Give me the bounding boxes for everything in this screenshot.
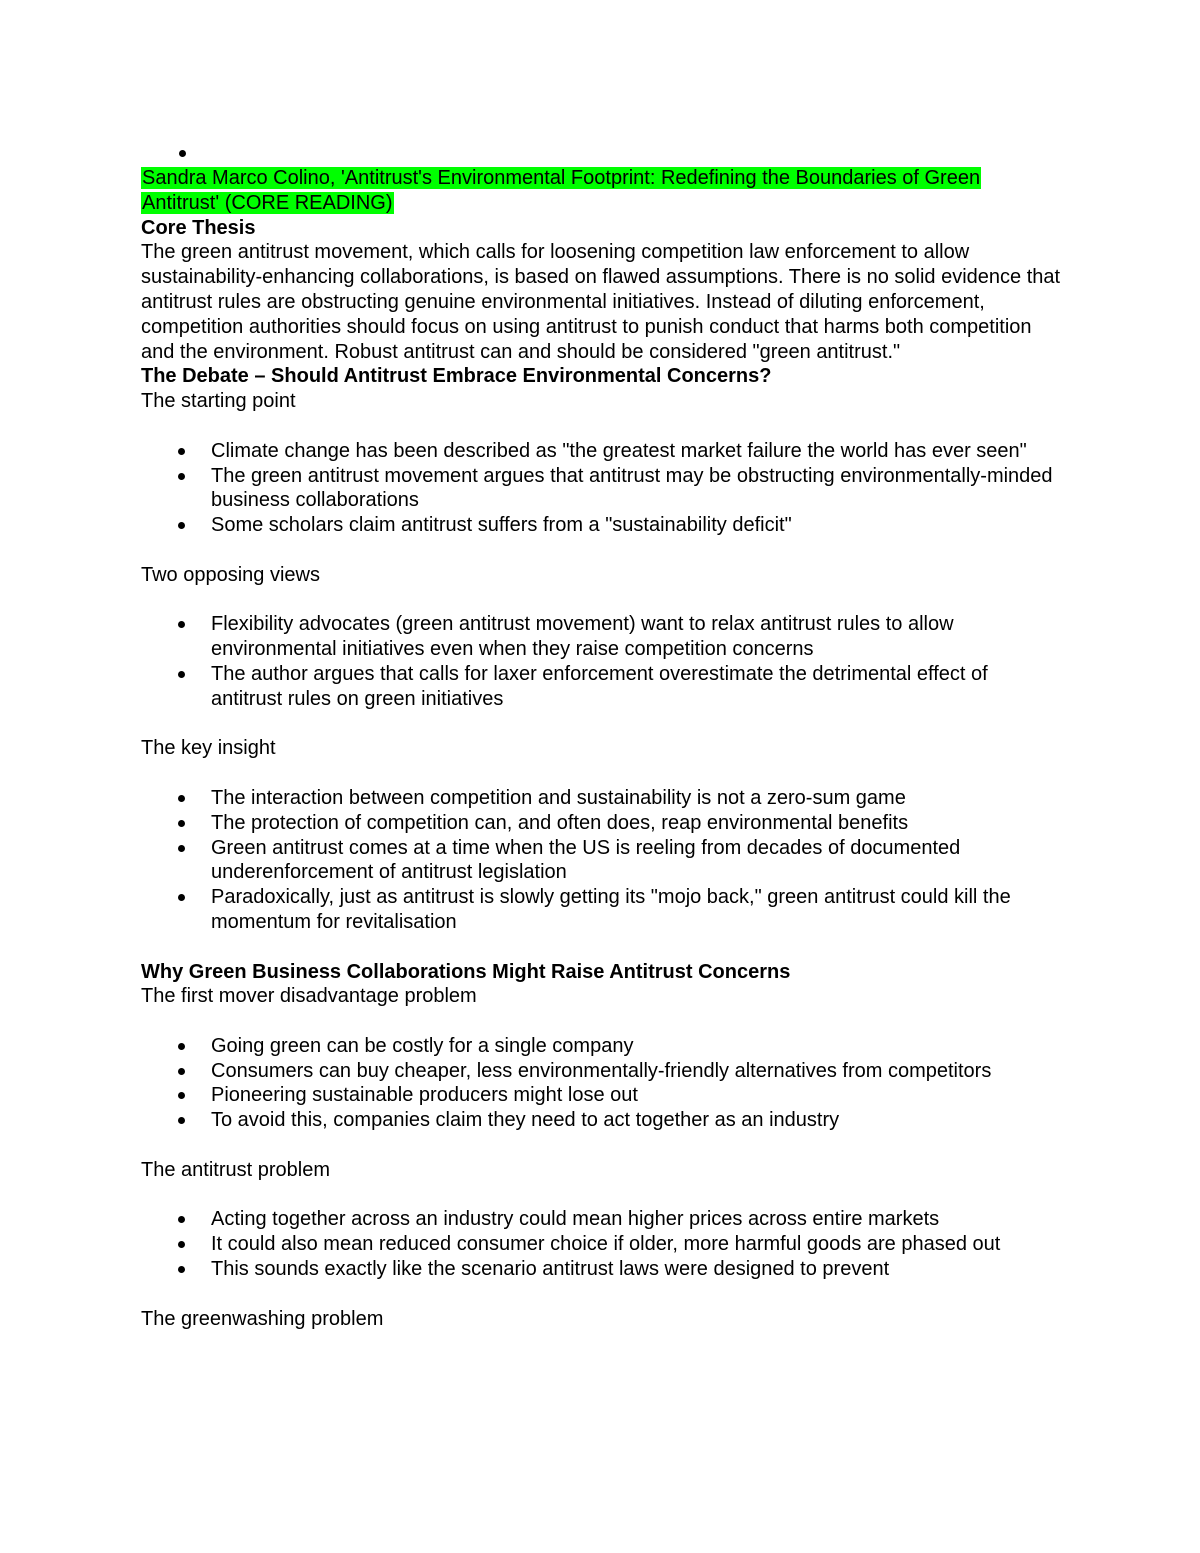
spacer: [141, 1009, 1061, 1034]
bullet-icon: [178, 845, 185, 852]
first-mover-label: The first mover disadvantage problem: [141, 985, 477, 1008]
bullet-icon: [178, 522, 185, 529]
spacer: [141, 1133, 1061, 1158]
list-item: To avoid this, companies claim they need to act together as an industry: [211, 1108, 1061, 1133]
bullet-icon: [178, 1216, 185, 1223]
list-item: The green antitrust movement argues that antitrust may be obstructing environmentally-minded business collaborations: [211, 464, 1061, 514]
spacer: [141, 935, 1061, 960]
opposing-views-label: Two opposing views: [141, 563, 320, 586]
list-item: Some scholars claim antitrust suffers from a "sustainability deficit": [211, 513, 1061, 538]
bullet-icon: [178, 1043, 185, 1050]
list-item: Going green can be costly for a single company: [211, 1034, 1061, 1059]
core-thesis-body: The green antitrust movement, which calls for loosening competition law enforcement to allow sustainability-enhancing collaborations, is based on flawed assumptions. There is no solid evidence that antitrust rules are obstructing genuine environmental initiatives. Instead of diluting enforcement, competition authorities should focus on using antitrust to punish conduct that harms both competition and the environment. Robust antitrust can and should be considered "green antitrust.": [141, 241, 1061, 363]
list-item: The interaction between competition and sustainability is not a zero-sum game: [211, 786, 1061, 811]
list-item: Pioneering sustainable producers might lose out: [211, 1083, 1061, 1108]
list-item: Paradoxically, just as antitrust is slowly getting its "mojo back," green antitrust could kill the momentum for revitalisation: [211, 885, 1061, 935]
antitrust-problem-label: The antitrust problem: [141, 1158, 330, 1181]
spacer: [141, 761, 1061, 786]
list-item: The author argues that calls for laxer enforcement overestimate the detrimental effect of antitrust rules on green initiatives: [211, 662, 1061, 712]
collaborations-heading: Why Green Business Collaborations Might Raise Antitrust Concerns: [141, 960, 791, 983]
bullet-icon: [178, 473, 185, 480]
bullet-icon: [178, 795, 185, 802]
key-insight-list: [141, 786, 1061, 935]
bullet-icon: [178, 1092, 185, 1099]
list-item: Green antitrust comes at a time when the US is reeling from decades of documented underenforcement of antitrust legislation: [211, 836, 1061, 886]
starting-point-label: The starting point: [141, 390, 296, 413]
bullet-icon: [178, 820, 185, 827]
first-mover-list: [141, 1034, 1061, 1133]
starting-point-list: [141, 439, 1061, 538]
list-item: The protection of competition can, and often does, reap environmental benefits: [211, 811, 1061, 836]
list-item: Consumers can buy cheaper, less environmentally-friendly alternatives from competitors: [211, 1059, 1061, 1084]
citation-line: [141, 166, 1061, 216]
list-item: This sounds exactly like the scenario antitrust laws were designed to prevent: [211, 1257, 1061, 1282]
bullet-icon: [178, 1068, 185, 1075]
opposing-views-list: [141, 612, 1061, 711]
bullet-icon: [178, 671, 185, 678]
citation-highlight: Sandra Marco Colino, 'Antitrust's Environmental Footprint: Redefining the Boundaries of Green Antitrust' (CORE READING): [142, 167, 981, 214]
bullet-icon: [178, 894, 185, 901]
bullet-icon: [178, 1117, 185, 1124]
spacer: [141, 712, 1061, 737]
bullet-icon: [178, 1241, 185, 1248]
key-insight-label: The key insight: [141, 737, 276, 760]
list-item: Acting together across an industry could mean higher prices across entire markets: [211, 1207, 1061, 1232]
debate-heading: The Debate – Should Antitrust Embrace Environmental Concerns?: [141, 365, 772, 388]
document-page: [141, 140, 1061, 1331]
list-item: Flexibility advocates (green antitrust movement) want to relax antitrust rules to allow environmental initiatives even when they raise competition concerns: [211, 612, 1061, 662]
spacer: [141, 1282, 1061, 1307]
bullet-icon: [178, 1266, 185, 1273]
spacer: [141, 1183, 1061, 1208]
spacer: [141, 538, 1061, 563]
spacer: [141, 414, 1061, 439]
bullet-icon: [179, 150, 186, 157]
list-item: It could also mean reduced consumer choice if older, more harmful goods are phased out: [211, 1232, 1061, 1257]
antitrust-problem-list: [141, 1207, 1061, 1281]
core-thesis-heading: Core Thesis: [141, 216, 256, 239]
empty-bullet-item: [179, 140, 1061, 166]
bullet-icon: [178, 621, 185, 628]
list-item: Climate change has been described as "the greatest market failure the world has ever seen": [211, 439, 1061, 464]
bullet-icon: [178, 448, 185, 455]
spacer: [141, 588, 1061, 613]
greenwashing-label: The greenwashing problem: [141, 1307, 384, 1330]
